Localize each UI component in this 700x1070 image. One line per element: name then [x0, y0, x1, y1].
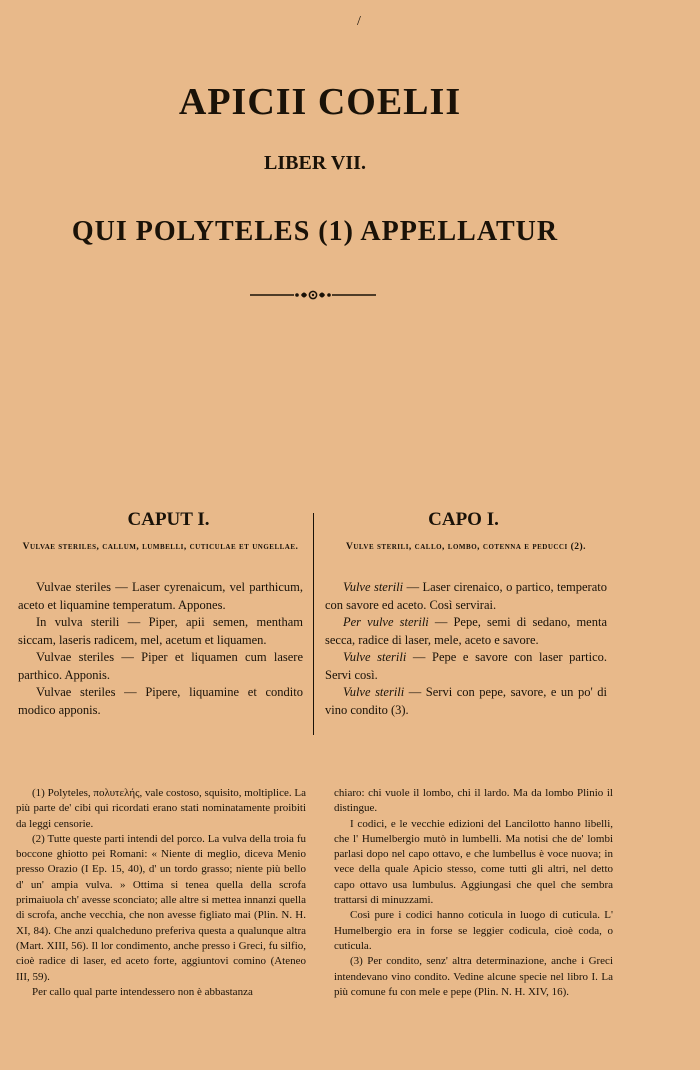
- italian-paragraph: Per vulve sterili — Pepe, semi di sedano, menta secca, radice di laser, mele, aceto e savore.: [325, 615, 607, 647]
- footnote: chiaro: chi vuole il lombo, chi il lardo. Ma da lombo Plinio il distingue.: [334, 787, 613, 815]
- footnote: (2) Tutte queste parti intendi del porco. La vulva della troia fu boccone ghiotto pei Romani: « Niente di meglio, diceva Menio presso Orazio (I Ep. 15, 40), d' un tordo grasso; niente più bello d' un' ampia vulva. » Ottima si tenea quella della scrofa primaiuola ch' avesse sconciato; alle altre si mettea innanzi quella di scrofa, anche vecchia, che non avesse figliato mai (Plin. N. H. XI, 84). Che anzi qualcheduno preferiva questa a qualunque altra (Mart. XIII, 56). Il lor condimento, anche presso i Greci, fu silfio, cioè radice di laser, ed aceto forte, aggiuntovi comino (Ateneo III, 59).: [16, 832, 306, 983]
- footnote: (1) Polyteles, πολυτελής, vale costoso, squisito, moltiplice. La più parte de' cibi qui ricordati erano stati nominatamente proibiti da leggi censorie.: [16, 787, 306, 830]
- ornament-divider: [250, 288, 376, 302]
- italian-paragraph: Vulve sterili — Servi con pepe, savore, e un po' di vino condito (3).: [325, 685, 607, 717]
- latin-paragraph: In vulva sterili — Piper, apii semen, mentham siccam, laseris radicem, mel, acetum et liquamen.: [18, 615, 303, 647]
- latin-column: [18, 508, 303, 719]
- capo-rubric: Vulve sterili, callo, lombo, cotenna e peducci (2).: [345, 542, 587, 552]
- footnote: Così pure i codici hanno coticula in luogo di cuticula. L' Humelbergio era in forse se leggier codicula, cioè coda, o cuticula.: [334, 909, 613, 952]
- book-title: APICII COELII: [178, 81, 462, 123]
- capo-heading: CAPO I.: [428, 509, 499, 530]
- italian-column: [325, 508, 607, 719]
- latin-paragraph: Vulvae steriles — Laser cyrenaicum, vel parthicum, aceto et liquamine temperatum. Appones.: [18, 580, 303, 612]
- footnote: (3) Per condito, senz' altra determinazione, anche i Greci intendevano vino condito. Vedine alcune specie nel libro I. La più comune fu con mele e pepe (Plin. N. H. XIV, 16).: [334, 955, 613, 998]
- page-mark: /: [357, 14, 361, 29]
- latin-paragraph: Vulvae steriles — Pipere, liquamine et condito modico apponis.: [18, 685, 303, 717]
- footnote: I codici, e le vecchie edizioni del Lancilotto hanno libelli, che l' Humelbergio mutò in lumbelli. Ma notisi che de' lombi parlasi dopo nel capo ottavo, e che lumbellus è voce nuova; in vece della quale Apicio stesso, come tutti gli altri, nel detto capo ottavo usa lumbulus. Aggiungasi che quel che sembra trattarsi di minuzzami.: [334, 817, 613, 907]
- column-divider: [313, 513, 314, 735]
- book-liber: LIBER VII.: [264, 152, 366, 174]
- caput-rubric: Vulvae steriles, callum, lumbelli, cuticulae et ungellae.: [22, 542, 299, 552]
- caput-heading: CAPUT I.: [127, 509, 210, 530]
- book-heading: QUI POLYTELES (1) APPELLATUR: [71, 216, 559, 247]
- footnote: Per callo qual parte intendessero non è abbastanza: [32, 985, 253, 998]
- footnotes-left: [16, 786, 306, 1000]
- latin-paragraph: Vulvae steriles — Piper et liquamen cum lasere parthico. Apponis.: [18, 650, 303, 682]
- italian-paragraph: Vulve sterili — Laser cirenaico, o partico, temperato con savore ed aceto. Così servirai.: [325, 580, 607, 612]
- italian-paragraph: Vulve sterili — Pepe e savore con laser partico. Servi così.: [325, 650, 607, 682]
- footnotes-right: [334, 786, 613, 1000]
